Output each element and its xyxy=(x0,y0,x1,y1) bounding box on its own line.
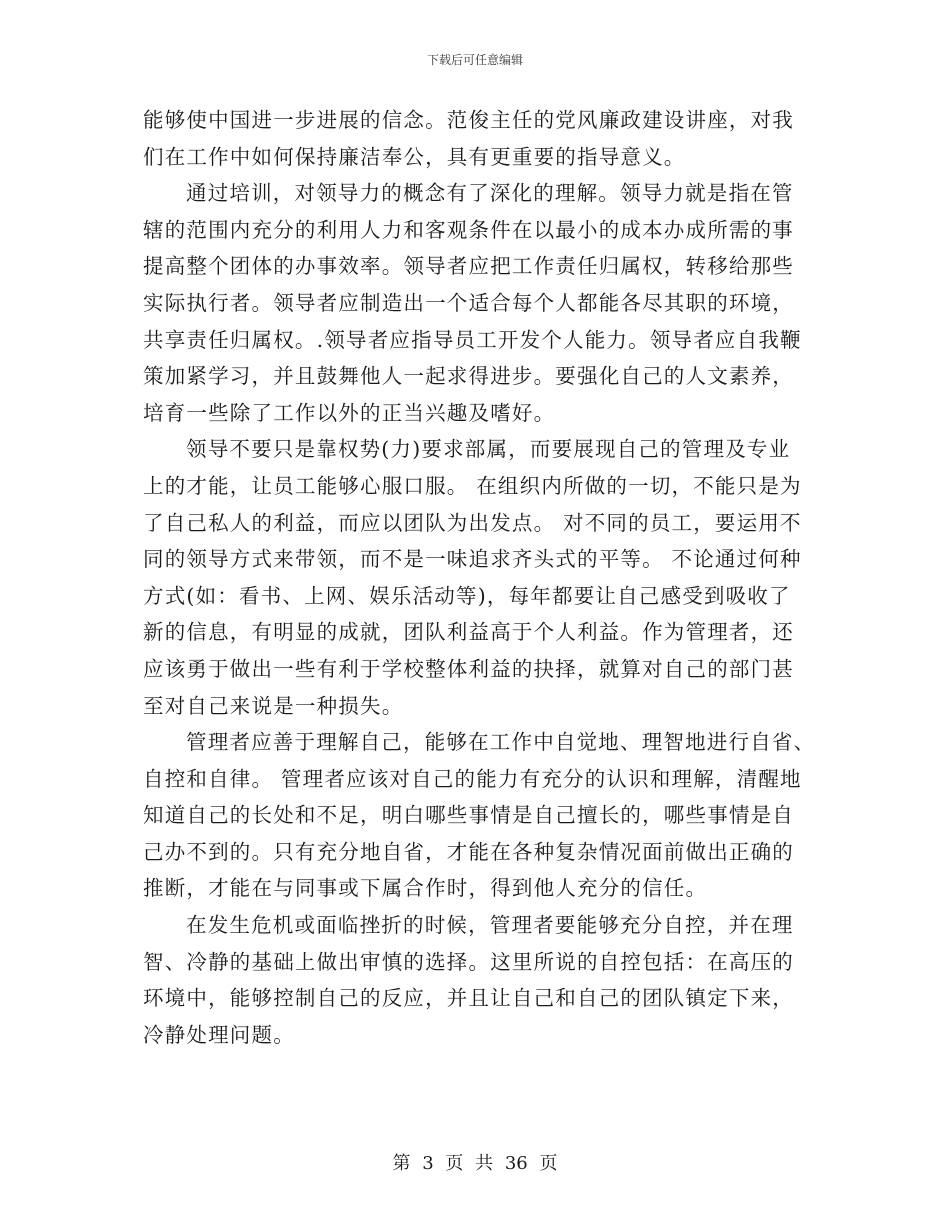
text-line: 能够使中国进一步进展的信念。范俊主任的党风廉政建设讲座，对我 xyxy=(143,108,794,132)
text-line: 实际执行者。领导者应制造出一个适合每个人都能各尽其职的环境， xyxy=(143,290,794,315)
text-line: 提高整个团体的办事效率。领导者应把工作责任归属权，转移给那些 xyxy=(143,254,794,279)
text-line: 共享责任归属权。.领导者应指导员工开发个人能力。领导者应自我鞭 xyxy=(143,327,802,352)
text-line: 策加紧学习，并且鼓舞他人一起求得进步。要强化自己的人文素养， xyxy=(143,364,794,389)
text-line: 培育一些除了工作以外的正当兴趣及嗜好。 xyxy=(143,400,556,425)
document-body xyxy=(143,102,816,1053)
text-line: 辖的范围内充分的利用人力和客观条件在以最小的成本办成所需的事 xyxy=(143,217,794,242)
text-line: 领导不要只是靠权势(力)要求部属，而要展现自己的管理及专业 xyxy=(186,437,791,462)
text-line: 上的才能，让员工能够心服口服。 在组织内所做的一切，不能只是为 xyxy=(143,473,802,498)
text-line: 同的领导方式来带领，而不是一味追求齐头式的平等。 不论通过何种 xyxy=(143,547,802,572)
text-line: 环境中，能够控制自己的反应，并且让自己和自己的团队镇定下来， xyxy=(143,986,794,1011)
text-line: 至对自己来说是一种损失。 xyxy=(143,693,404,718)
text-line: 通过培训，对领导力的概念有了深化的理解。领导力就是指在管 xyxy=(186,181,794,206)
text-line: 方式(如：看书、上网、娱乐活动等)，每年都要让自己感受到吸收了 xyxy=(143,583,791,608)
text-line: 在发生危机或面临挫折的时候，管理者要能够充分自控，并在理 xyxy=(186,913,794,938)
page-header: 下载后可任意编辑 xyxy=(426,53,523,67)
text-line: 们在工作中如何保持廉洁奉公，具有更重要的指导意义。 xyxy=(143,144,686,169)
text-line: 冷静处理问题。 xyxy=(143,1022,295,1047)
text-line: 自控和自律。 管理者应该对自己的能力有充分的认识和理解，清醒地 xyxy=(143,766,802,791)
text-line: 智、冷静的基础上做出审慎的选择。这里所说的自控包括：在高压的 xyxy=(143,949,794,974)
text-line: 知道自己的长处和不足，明白哪些事情是自己擅长的，哪些事情是自 xyxy=(143,803,794,828)
text-line: 己办不到的。只有充分地自省，才能在各种复杂情况面前做出正确的 xyxy=(143,839,794,864)
text-line: 新的信息，有明显的成就，团队利益高于个人利益。作为管理者，还 xyxy=(143,620,794,645)
page-footer: 第 3 页 共 36 页 xyxy=(392,1153,558,1174)
text-line: 推断，才能在与同事或下属合作时，得到他人充分的信任。 xyxy=(143,876,708,901)
text-line: 管理者应善于理解自己，能够在工作中自觉地、理智地进行自省、 xyxy=(186,730,816,755)
text-line: 了自己私人的利益，而应以团队为出发点。 对不同的员工，要运用不 xyxy=(143,510,802,535)
text-line: 应该勇于做出一些有利于学校整体利益的抉择，就算对自己的部门甚 xyxy=(143,656,794,681)
